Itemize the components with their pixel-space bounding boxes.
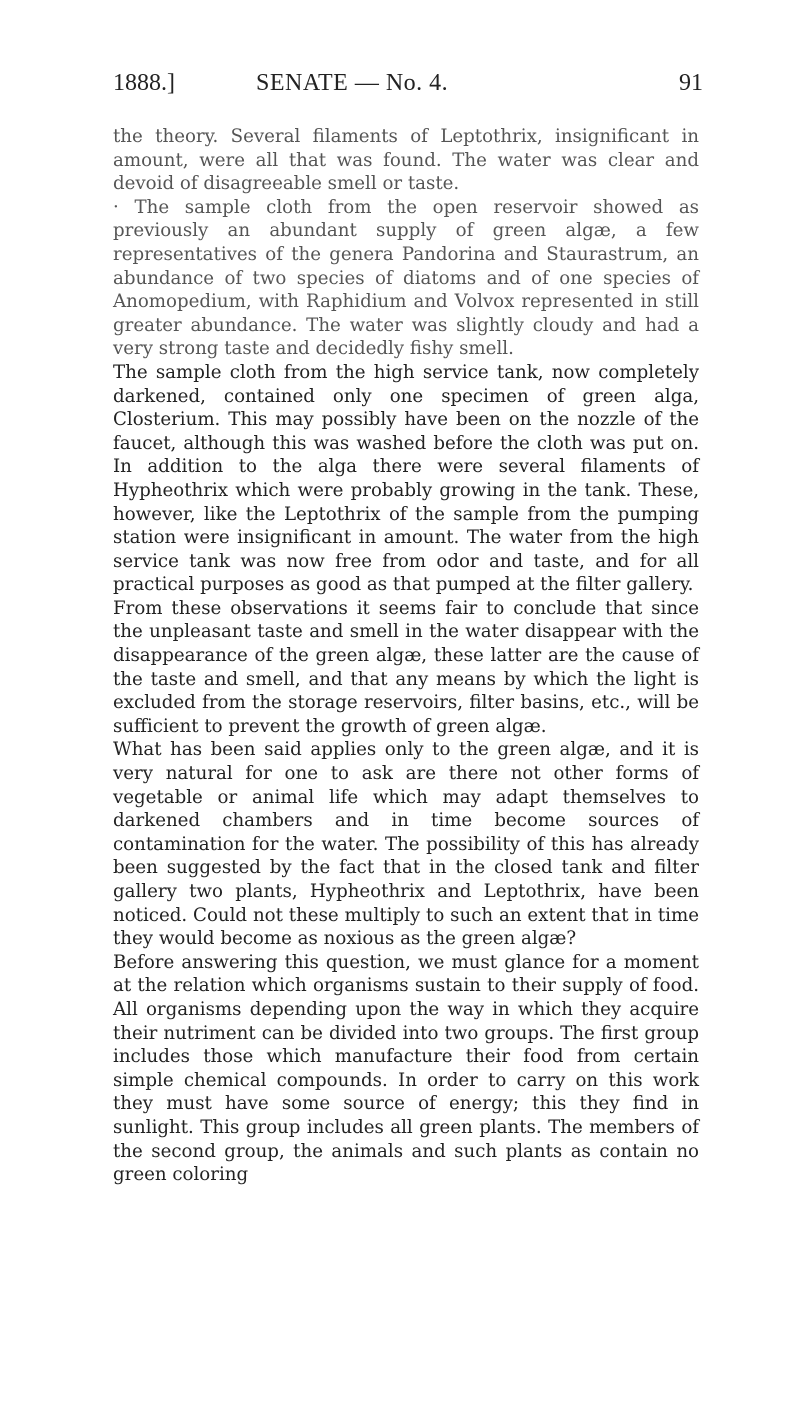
paragraph: · The sample cloth from the open reservoir showed as previously an abundant supply of green algæ, a few representatives of the genera Pandorina and Staurastrum, an abundance of two species of diatoms and of one species of Anomopedium, with Raphidium and Volvox represented in still greater abundance. The water was slightly cloudy and had a very strong taste and decidedly fishy smell. bbox=[113, 196, 699, 360]
paragraph: The sample cloth from the high service tank, now completely darkened, contained only one specimen of green alga, Closterium. This may possibly have been on the nozzle of the faucet, although this was washed before the cloth was put on. In addition to the alga there were several filaments of Hypheothrix which were probably growing in the tank. These, however, like the Leptothrix of the sample from the pumping station were insignificant in amount. The water from the high service tank was now free from odor and taste, and for all practical purposes as good as that pumped at the filter gallery. bbox=[113, 361, 699, 596]
header-year: 1888.] bbox=[113, 70, 175, 96]
header-title: SENATE — No. 4. bbox=[256, 70, 449, 96]
paragraph: From these observations it seems fair to conclude that since the unpleasant taste and smell in the water disappear with the disappearance of the green algæ, these latter are the cause of the taste and smell, and that any means by which the light is excluded from the storage reservoirs, filter basins, etc., will be sufficient to prevent the growth of green algæ. bbox=[113, 597, 699, 737]
paragraph: What has been said applies only to the green algæ, and it is very natural for one to ask are there not other forms of vegetable or animal life which may adapt themselves to darkened chambers and in time become sources of contamination for the water. The possibility of this has already been suggested by the fact that in the closed tank and filter gallery two plants, Hypheothrix and Leptothrix, have been noticed. Could not these multiply to such an extent that in time they would become as noxious as the green algæ? bbox=[113, 739, 699, 950]
page-number: 91 bbox=[679, 70, 703, 96]
body-text bbox=[113, 125, 699, 1187]
page-header bbox=[113, 70, 703, 106]
paragraph: the theory. Several filaments of Leptothrix, insignificant in amount, were all that was found. The water was clear and devoid of disagreeable smell or taste. bbox=[113, 126, 699, 195]
paragraph: Before answering this question, we must glance for a moment at the relation which organisms sustain to their supply of food. All organisms depending upon the way in which they acquire their nutriment can be divided into two groups. The first group includes those which manufacture their food from certain simple chemical compounds. In order to carry on this work they must have some source of energy; this they find in sunlight. This group includes all green plants. The members of the second group, the animals and such plants as contain no green coloring bbox=[113, 951, 699, 1186]
